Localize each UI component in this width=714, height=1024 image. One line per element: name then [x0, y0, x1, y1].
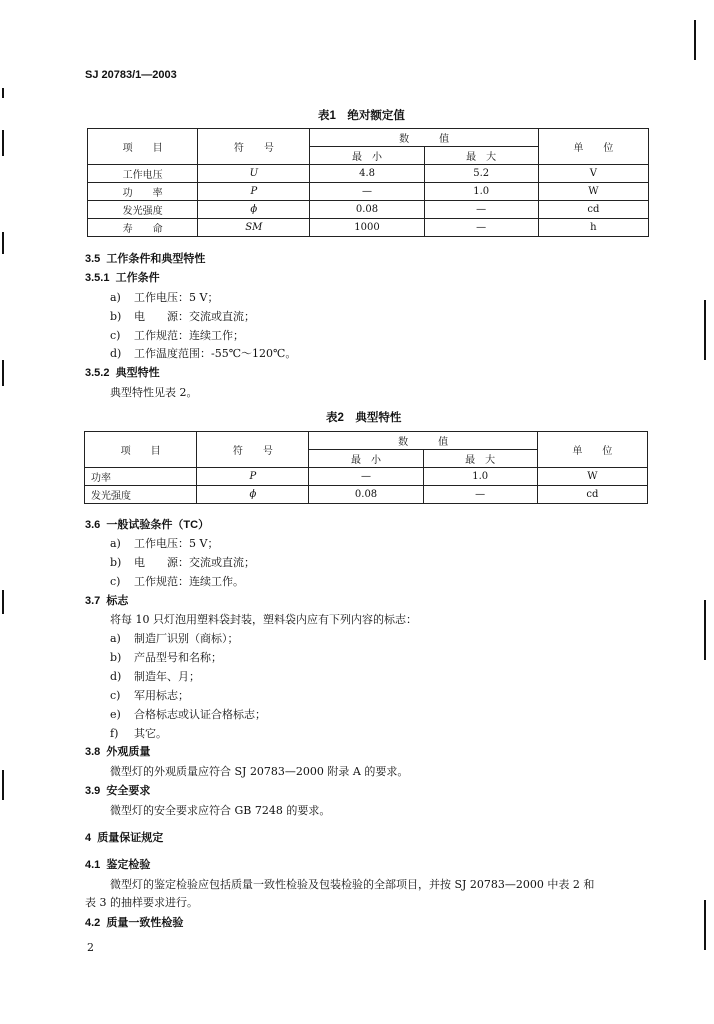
scan-artifact	[2, 130, 4, 156]
table1-caption: 表1 绝对额定值	[318, 110, 405, 122]
table2-header-symbol: 符 号	[197, 432, 309, 468]
table-cell: 功率	[85, 468, 197, 486]
section-4-1-heading	[85, 856, 150, 872]
table2-caption: 表2 典型特性	[326, 412, 402, 424]
table1-header-value: 数 值	[310, 129, 538, 147]
section-number: 4	[85, 832, 92, 844]
table-row	[88, 183, 649, 201]
table-row	[88, 165, 649, 183]
paragraph: 典型特性见表 2。	[110, 386, 198, 399]
table-cell: 4.8	[310, 165, 424, 183]
table-cell: 1.0	[424, 183, 538, 201]
table-cell: —	[423, 486, 537, 504]
list-item: a) 工作电压：5 V；	[110, 291, 219, 304]
table-cell: V	[538, 165, 648, 183]
section-3-6-heading	[85, 516, 209, 532]
table-cell: 寿 命	[88, 219, 198, 237]
table-cell: W	[538, 183, 648, 201]
section-number: 3.5.2	[85, 367, 110, 379]
section-title: 安全要求	[106, 785, 151, 797]
section-title: 质量保证规定	[97, 832, 164, 844]
table-cell: —	[424, 219, 538, 237]
table2-header-min: 最 小	[309, 450, 423, 468]
list-item: a) 工作电压：5 V；	[110, 537, 219, 550]
table-cell: 1000	[310, 219, 424, 237]
scan-artifact	[704, 300, 706, 360]
table1-header-min: 最 小	[310, 147, 424, 165]
table1-header-unit: 单 位	[538, 129, 648, 165]
list-item: b) 电 源：交流或直流；	[110, 556, 255, 569]
table-cell: SM	[198, 219, 310, 237]
section-3-5-1-heading	[85, 269, 160, 285]
section-title: 典型特性	[115, 367, 160, 379]
table-cell: —	[309, 468, 423, 486]
table-cell: h	[538, 219, 648, 237]
table-cell: W	[537, 468, 647, 486]
table-cell: 发光强度	[85, 486, 197, 504]
section-4-heading	[85, 829, 163, 845]
section-3-9-heading	[85, 782, 150, 798]
table2-header-item: 项 目	[85, 432, 197, 468]
table2-header-value: 数 值	[309, 432, 537, 450]
section-number: 4.2	[85, 917, 101, 929]
table-cell: ϕ	[197, 486, 309, 504]
section-title: 一般试验条件（TC）	[106, 519, 210, 531]
table-cell: 0.08	[310, 201, 424, 219]
table-cell: U	[198, 165, 310, 183]
section-title: 鉴定检验	[106, 859, 151, 871]
table-cell: cd	[537, 486, 647, 504]
table-row	[85, 468, 648, 486]
section-number: 3.8	[85, 746, 101, 758]
page-number: 2	[87, 941, 94, 954]
scan-artifact	[694, 20, 696, 60]
scan-artifact	[2, 88, 4, 98]
scan-artifact	[704, 900, 706, 950]
section-number: 3.7	[85, 595, 101, 607]
document-id: SJ 20783/1—2003	[85, 69, 177, 81]
list-item: e) 合格标志或认证合格标志；	[110, 708, 266, 721]
list-item: c) 军用标志；	[110, 689, 189, 702]
table-cell: ϕ	[198, 201, 310, 219]
table-cell: 工作电压	[88, 165, 198, 183]
table-cell: —	[424, 201, 538, 219]
scan-artifact	[2, 770, 4, 800]
table2-header-max: 最 大	[423, 450, 537, 468]
list-item: b) 产品型号和名称；	[110, 651, 222, 664]
scan-artifact	[2, 232, 4, 254]
paragraph: 将每 10 只灯泡用塑料袋封装，塑料袋内应有下列内容的标志：	[110, 613, 417, 626]
table-cell: 发光强度	[88, 201, 198, 219]
list-item: d) 制造年、月；	[110, 670, 200, 683]
list-item: b) 电 源：交流或直流；	[110, 310, 255, 323]
paragraph-continuation: 表 3 的抽样要求进行。	[85, 896, 198, 909]
paragraph: 微型灯的外观质量应符合 SJ 20783—2000 附录 A 的要求。	[110, 765, 409, 778]
table-row	[88, 201, 649, 219]
table-cell: cd	[538, 201, 648, 219]
scan-artifact	[2, 360, 4, 386]
section-3-5-heading	[85, 250, 205, 266]
section-3-5-2-heading	[85, 364, 160, 380]
table1	[87, 128, 649, 237]
section-number: 3.5	[85, 253, 101, 265]
table1-header-max: 最 大	[424, 147, 538, 165]
table-cell: 功 率	[88, 183, 198, 201]
section-number: 3.9	[85, 785, 101, 797]
paragraph: 微型灯的安全要求应符合 GB 7248 的要求。	[110, 804, 331, 817]
section-3-8-heading	[85, 743, 150, 759]
table-cell: 0.08	[309, 486, 423, 504]
table-row	[88, 219, 649, 237]
paragraph: 微型灯的鉴定检验应包括质量一致性检验及包装检验的全部项目，并按 SJ 20783—2000 中表 2 和	[110, 878, 595, 891]
section-title: 质量一致性检验	[106, 917, 184, 929]
section-title: 标志	[106, 595, 129, 607]
table-cell: 5.2	[424, 165, 538, 183]
table-row	[85, 486, 648, 504]
list-item: f) 其它。	[110, 727, 167, 740]
section-4-2-heading	[85, 914, 183, 930]
list-item: a) 制造厂识别（商标）；	[110, 632, 239, 645]
table-cell: —	[310, 183, 424, 201]
table2-header-unit: 单 位	[537, 432, 647, 468]
list-item: c) 工作规范：连续工作。	[110, 575, 244, 588]
table1-header-symbol: 符 号	[198, 129, 310, 165]
table-cell: P	[197, 468, 309, 486]
section-title: 外观质量	[106, 746, 151, 758]
section-title: 工作条件和典型特性	[106, 253, 206, 265]
section-title: 工作条件	[115, 272, 160, 284]
table-cell: P	[198, 183, 310, 201]
section-3-7-heading	[85, 592, 128, 608]
scan-artifact	[2, 590, 4, 614]
section-number: 4.1	[85, 859, 101, 871]
list-item: c) 工作规范：连续工作；	[110, 329, 244, 342]
list-item: d) 工作温度范围：-55℃～120℃。	[110, 347, 297, 360]
table-cell: 1.0	[423, 468, 537, 486]
section-number: 3.5.1	[85, 272, 110, 284]
table2	[84, 431, 648, 504]
scan-artifact	[704, 600, 706, 660]
section-number: 3.6	[85, 519, 101, 531]
table1-header-item: 项 目	[88, 129, 198, 165]
